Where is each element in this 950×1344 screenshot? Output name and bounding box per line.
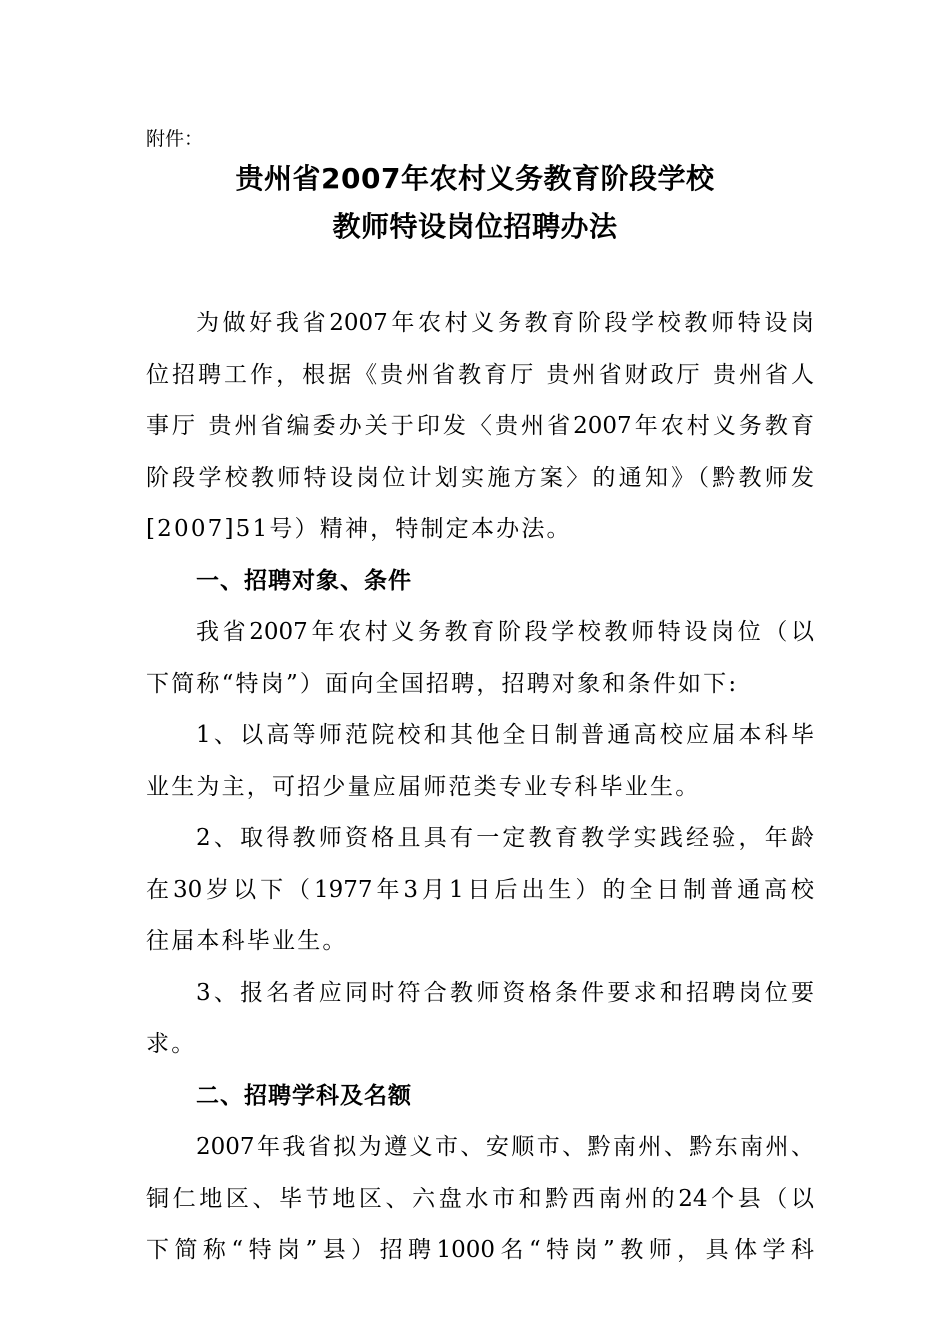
body-line: 铜仁地区、毕节地区、六盘水市和黔西南州的24个县（以 <box>146 1185 814 1212</box>
body-line: 我省2007年农村义务教育阶段学校教师特设岗位（以 <box>196 619 814 645</box>
body-line: 2、取得教师资格且具有一定教育教学实践经验，年龄 <box>196 825 814 851</box>
body-line: 为做好我省2007年农村义务教育阶段学校教师特设岗 <box>196 310 814 336</box>
body-line: 事厅 贵州省编委办关于印发〈贵州省2007年农村义务教育 <box>146 413 814 439</box>
body-line: 位招聘工作，根据《贵州省教育厅 贵州省财政厅 贵州省人 <box>146 361 814 388</box>
attachment-label: 附件： <box>146 128 204 150</box>
body-line: 2007年我省拟为遵义市、安顺市、黔南州、黔东南州、 <box>196 1134 814 1160</box>
document-body <box>146 298 814 1277</box>
document-title-line-1: 贵州省2007年农村义务教育阶段学校 <box>235 162 715 195</box>
body-line: 下简称“特岗”县）招聘1000名“特岗”教师，具体学科 <box>146 1237 814 1263</box>
section-heading: 二、招聘学科及名额 <box>196 1082 412 1109</box>
body-line: 业生为主，可招少量应届师范类专业专科毕业生。 <box>146 773 701 800</box>
body-line: 求。 <box>146 1031 197 1057</box>
body-line: [2007]51号）精神，特制定本办法。 <box>146 516 572 542</box>
section-heading: 一、招聘对象、条件 <box>196 567 412 594</box>
body-line: 在30岁以下（1977年3月1日后出生）的全日制普通高校 <box>146 876 814 903</box>
body-line: 1、以高等师范院校和其他全日制普通高校应届本科毕 <box>196 722 814 748</box>
body-line: 3、报名者应同时符合教师资格条件要求和招聘岗位要 <box>196 979 814 1006</box>
document-title-line-2: 教师特设岗位招聘办法 <box>332 210 618 243</box>
body-line: 下简称“特岗”）面向全国招聘，招聘对象和条件如下: <box>146 670 739 697</box>
body-line: 阶段学校教师特设岗位计划实施方案〉的通知》（黔教师发 <box>146 464 814 491</box>
body-line: 往届本科毕业生。 <box>146 928 348 954</box>
